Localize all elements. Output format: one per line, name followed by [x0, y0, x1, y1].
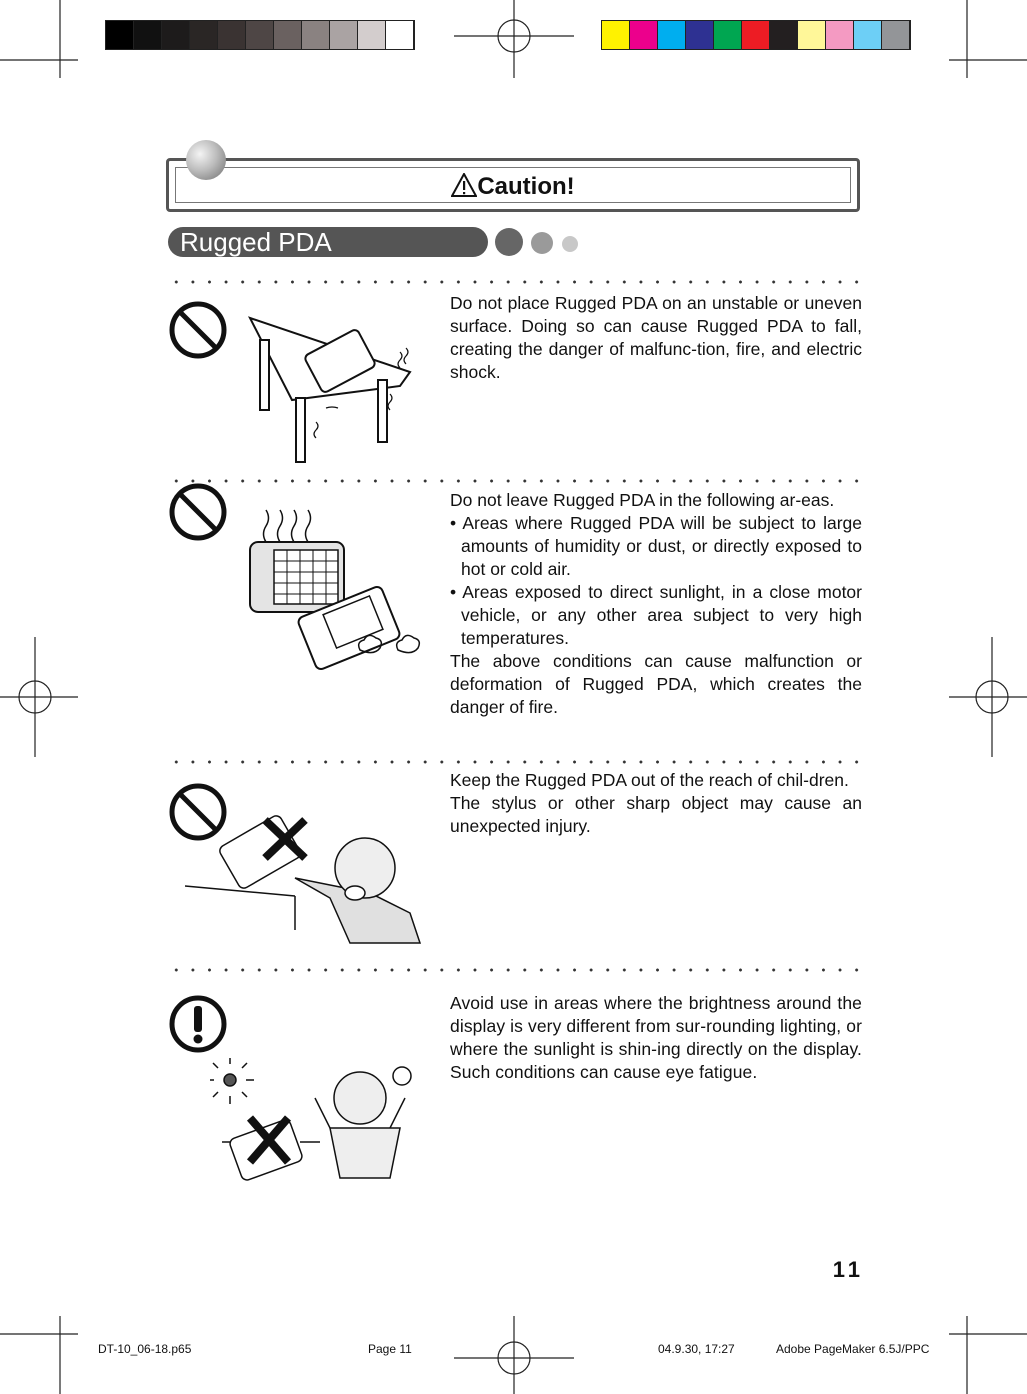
list-item: • Areas exposed to direct sunlight, in a close motor vehicle, or any other area subject to very high temperatures.	[450, 582, 862, 648]
separator	[168, 280, 862, 284]
footer-file: DT-10_06-18.p65	[98, 1342, 192, 1356]
child-reaching-pda-illustration	[185, 808, 430, 953]
footer-page: Page 11	[368, 1342, 412, 1356]
separator	[168, 968, 862, 972]
list-item: • Areas where Rugged PDA will be subject to large amounts of humidity or dust, or directly exposed to hot or cold air.	[450, 513, 862, 579]
page-number: 11	[832, 1257, 864, 1282]
caution-banner	[166, 158, 860, 212]
warning-triangle-icon	[451, 173, 477, 197]
footer-app: Adobe PageMaker 6.5J/PPC	[776, 1342, 930, 1356]
footer-timestamp: 04.9.30, 17:27	[658, 1342, 735, 1356]
separator	[168, 760, 862, 764]
unstable-table-illustration	[240, 300, 430, 470]
mandatory-icon	[168, 994, 228, 1054]
decor-dot-medium	[531, 232, 553, 254]
section-4-text: Avoid use in areas where the brightness around the display is very different from sur-rounding lighting, or where the sunlight is shin-ing directly on the display. Such conditions can cause eye fatigue.	[450, 993, 862, 1082]
sunlight-eye-fatigue-illustration	[210, 1058, 430, 1188]
decor-dot-large	[495, 228, 523, 256]
section-3-text: Keep the Rugged PDA out of the reach of chil-dren. The stylus or other sharp object may cause an unexpected injury.	[450, 770, 862, 836]
decor-dot-small	[562, 236, 578, 252]
heater-illustration	[240, 500, 430, 680]
decorative-sphere-icon	[186, 140, 226, 180]
section-2-text: Do not leave Rugged PDA in the following ar-eas. • Areas where Rugged PDA will be subject to large amounts of humidity or dust, or directly exposed to hot or cold air. • Areas exposed to direct sunlight, in a close motor vehicle, or any other area subject to very high temperatures. The above conditions can cause malfunction or deformation of Rugged PDA, which creates the danger of fire.	[450, 490, 862, 717]
prohibition-icon	[168, 482, 228, 542]
section-title: Rugged PDA	[168, 227, 488, 257]
section-1-text: Do not place Rugged PDA on an unstable or uneven surface. Doing so can cause Rugged PDA to fall, creating the danger of malfunc-tion, fire, and electric shock.	[450, 293, 862, 382]
separator	[168, 479, 862, 483]
prohibition-icon	[168, 300, 228, 360]
caution-title: Caution!	[169, 173, 857, 201]
